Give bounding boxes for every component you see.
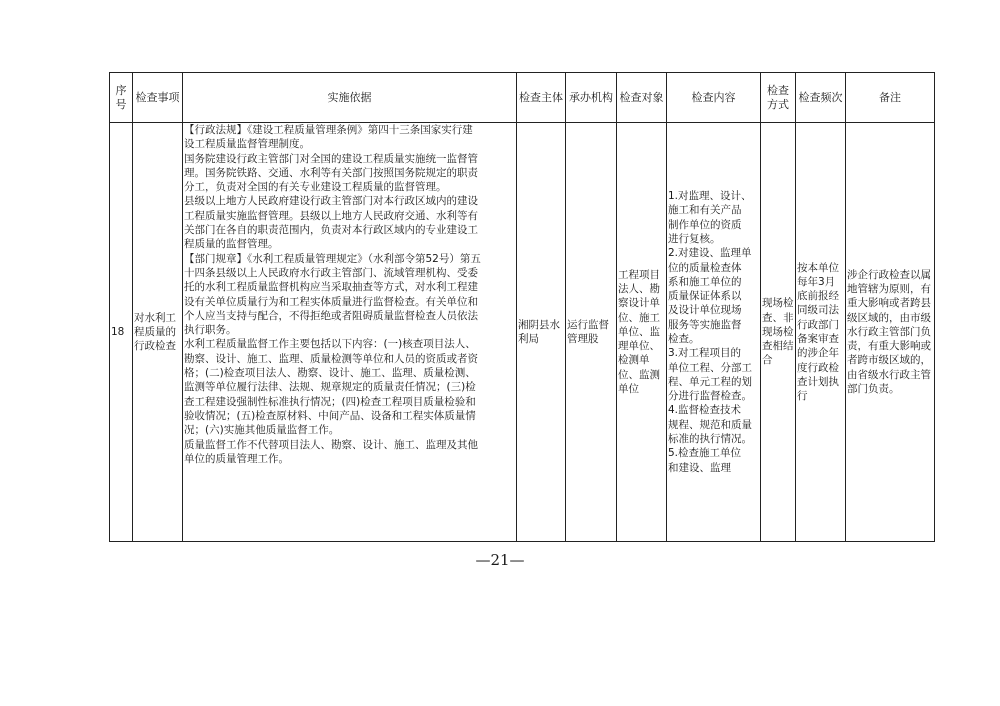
basis-line: 县级以上地方人民政府建设行政主管部门对本行政区域内的建设 — [184, 195, 478, 208]
content-line: 程、单元工程的划 — [668, 375, 752, 388]
basis-line: 监测等单位履行法律、法规、规章规定的质量责任情况；(三)检 — [184, 381, 476, 394]
basis-line: 查工程建设强制性标准执行情况；(四)检查工程项目质量检验和 — [184, 395, 476, 408]
content-line: 3.对工程项目的 — [668, 347, 742, 360]
basis-line: 验收情况；(五)检查原材料、中间产品、设备和工程实体质量情 — [184, 409, 476, 422]
basis-line: 个人应当支持与配合，不得拒绝或者阻碍质量监督检查人员依法 — [184, 309, 478, 322]
content-line: 进行复核。 — [668, 232, 721, 245]
row-content — [667, 123, 761, 542]
basis-line: 程质量的监督管理。 — [184, 238, 279, 251]
content-line: 制作单位的资质 — [668, 218, 742, 231]
content-line: 和建设、监理 — [668, 461, 731, 474]
content-line: 标准的执行情况。 — [668, 433, 752, 446]
basis-line: 十四条县级以上人民政府水行政主管部门、流域管理机构、受委 — [184, 266, 478, 279]
basis-line: 勘察、设计、施工、监理、质量检测等单位和人员的资质或者资 — [184, 352, 478, 365]
basis-line: 国务院建设行政主管部门对全国的建设工程质量实施统一监督管 — [184, 152, 478, 165]
basis-line: 理。国务院铁路、交通、水利等有关部门按照国务院规定的职责 — [184, 166, 478, 179]
basis-line: 况；(六)实施其他质量监督工作。 — [184, 424, 340, 437]
row-basis — [183, 123, 517, 542]
content-line: 施工和有关产品 — [668, 204, 742, 217]
content-line: 及设计单位现场 — [668, 304, 742, 317]
header-content: 检查内容 — [667, 73, 761, 123]
basis-line: 设有关单位质量行为和工程实体质量进行监督检查。有关单位和 — [184, 295, 478, 308]
row-freq: 按本单位每年3月底前报经同级司法行政部门备案审查的涉企年度行政检查计划执行 — [796, 123, 846, 542]
content-line: 规程、规范和质量 — [668, 418, 752, 431]
content-line: 1.对监理、设计、 — [668, 190, 752, 203]
row-subject: 湘阴县水利局 — [517, 123, 566, 542]
content-line: 检查。 — [668, 333, 700, 345]
basis-line: 托的水利工程质量监督机构应当采取抽查等方式，对水利工程建 — [184, 281, 478, 294]
header-no: 序号 — [110, 73, 133, 123]
row-item: 对水利工程质量的行政检查 — [133, 123, 183, 542]
content-line: 系和施工单位的 — [668, 275, 742, 288]
basis-line: 单位的质量管理工作。 — [184, 452, 289, 465]
table-row — [110, 123, 935, 542]
basis-line: 工程质量实施监督管理。县级以上地方人民政府交通、水利等有 — [184, 209, 478, 222]
basis-text — [184, 123, 515, 466]
inspection-table — [109, 72, 935, 542]
content-line: 2.对建设、监理单 — [668, 247, 752, 260]
header-object: 检查对象 — [617, 73, 667, 123]
content-line: 位的质量检查体 — [668, 261, 742, 274]
content-text — [668, 189, 759, 475]
content-line: 单位工程、分部工 — [668, 361, 752, 374]
basis-line: 【部门规章】《水利工程质量管理规定》（水利部令第52号）第五 — [184, 252, 481, 265]
content-line: 服务等实施监督 — [668, 318, 742, 331]
basis-line: 分工，负责对全国的有关专业建设工程质量的监督管理。 — [184, 181, 447, 194]
row-org: 运行监督管理股 — [566, 123, 617, 542]
basis-line: 设工程质量监督管理制度。 — [184, 138, 310, 151]
basis-line: 水利工程质量监督工作主要包括以下内容：(一)核查项目法人、 — [184, 338, 476, 351]
header-subject: 检查主体 — [517, 73, 566, 123]
basis-line: 执行职务。 — [184, 324, 237, 337]
header-method: 检查方式 — [761, 73, 796, 123]
row-object: 工程项目法人、勘察设计单位、施工单位、监理单位、检测单位、监测单位 — [617, 123, 667, 542]
header-remark: 备注 — [846, 73, 935, 123]
basis-line: 关部门在各自的职责范围内，负责对本行政区域内的专业建设工 — [184, 224, 478, 237]
content-line: 5.检查施工单位 — [668, 447, 742, 460]
row-remark: 涉企行政检查以属地管辖为原则，有重大影响或者跨县级区域的，由市级水行政主管部门负责，有重大影响或者跨市级区域的，由省级水行政主管部门负责。 — [846, 123, 935, 542]
content-line: 4.监督检查技术 — [668, 404, 742, 417]
header-basis: 实施依据 — [183, 73, 517, 123]
header-row — [110, 73, 935, 123]
header-item: 检查事项 — [133, 73, 183, 123]
basis-line: 【行政法规】《建设工程质量管理条例》第四十三条国家实行建 — [184, 124, 473, 136]
header-org: 承办机构 — [566, 73, 617, 123]
content-line: 分进行监督检查。 — [668, 390, 752, 403]
header-freq: 检查频次 — [796, 73, 846, 123]
page-number: —21— — [475, 551, 525, 569]
row-method: 现场检查、非现场检查相结合 — [761, 123, 796, 542]
content-line: 质量保证体系以 — [668, 290, 742, 303]
basis-line: 格；(二)检查项目法人、勘察、设计、施工、监理、质量检测、 — [184, 367, 476, 380]
row-no: 18 — [110, 123, 133, 542]
basis-line: 质量监督工作不代替项目法人、勘察、设计、施工、监理及其他 — [184, 438, 478, 451]
